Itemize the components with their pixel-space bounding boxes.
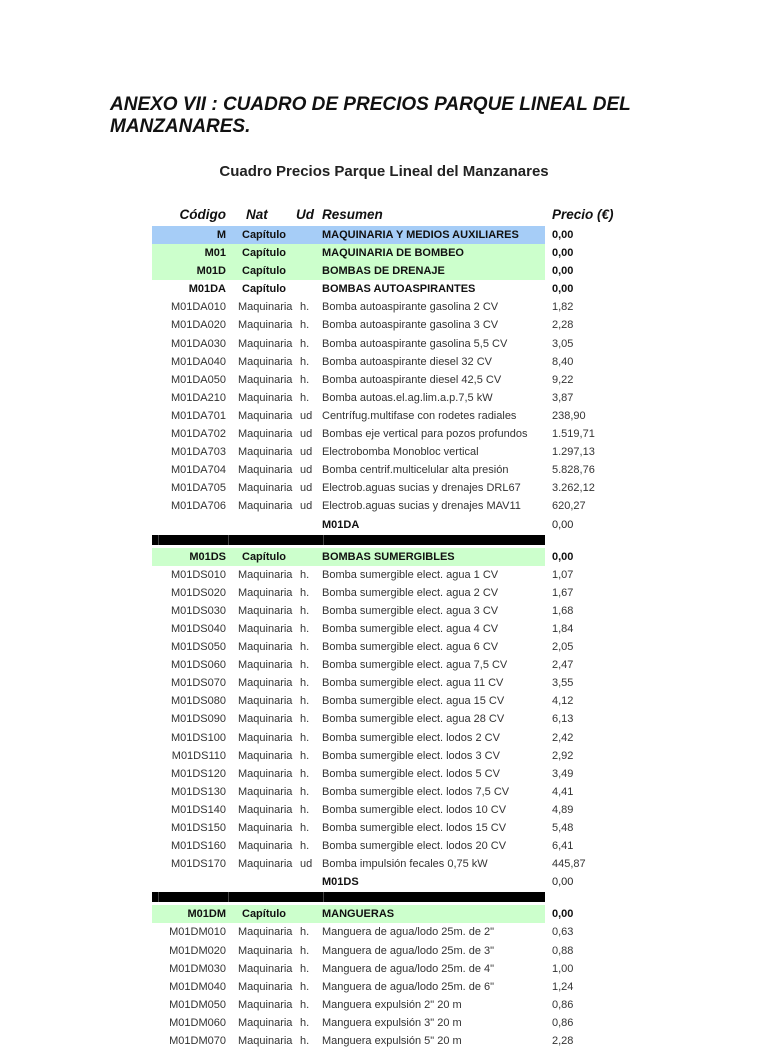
header-ud: Ud xyxy=(296,207,314,222)
cell-price: 0,88 xyxy=(552,944,574,957)
cell-code: M01DM070 xyxy=(169,1035,226,1048)
table-row xyxy=(152,837,652,855)
table-row xyxy=(152,674,652,692)
table-row xyxy=(152,942,652,960)
chapter-row xyxy=(152,548,652,566)
cell-nat: Maquinaria xyxy=(238,1035,293,1048)
cell-nat: Maquinaria xyxy=(238,482,293,495)
cell-price: 8,40 xyxy=(552,355,574,368)
cell-code: M01DM020 xyxy=(169,944,226,957)
cell-summary: Bomba sumergible elect. agua 4 CV xyxy=(322,622,499,635)
cell-price: 1,00 xyxy=(552,962,574,975)
cell-code: M01DS080 xyxy=(170,695,226,708)
cell-summary: Manguera expulsión 5" 20 m xyxy=(322,1035,462,1048)
price-table xyxy=(152,204,652,1050)
cell-summary: Bomba sumergible elect. agua 7,5 CV xyxy=(322,659,508,672)
cell-nat: Maquinaria xyxy=(238,944,293,957)
cell-summary: Bomba sumergible elect. lodos 3 CV xyxy=(322,749,500,762)
cell-summary: Bomba autoaspirante gasolina 3 CV xyxy=(322,319,499,332)
cell-price: 2,47 xyxy=(552,659,574,672)
table-row xyxy=(152,923,652,941)
table-row xyxy=(152,566,652,584)
table-row xyxy=(152,584,652,602)
chapter-row xyxy=(152,280,652,298)
table-row xyxy=(152,729,652,747)
cell-nat: Capítulo xyxy=(242,283,286,296)
cell-nat: Maquinaria xyxy=(238,858,293,871)
cell-nat: Maquinaria xyxy=(238,731,293,744)
cell-summary: Bomba autoaspirante gasolina 5,5 CV xyxy=(322,337,508,350)
cell-price: 2,42 xyxy=(552,731,574,744)
table-row xyxy=(152,425,652,443)
cell-ud: h. xyxy=(300,622,310,635)
cell-ud: h. xyxy=(300,840,310,853)
cell-nat: Maquinaria xyxy=(238,355,293,368)
cell-summary: Bomba sumergible elect. lodos 20 CV xyxy=(322,840,507,853)
cell-price: 0,00 xyxy=(552,247,574,260)
cell-code: M01DS040 xyxy=(170,622,226,635)
cell-code: M01DS010 xyxy=(170,568,226,581)
cell-summary: Bomba sumergible elect. lodos 15 CV xyxy=(322,822,507,834)
cell-summary: Bomba sumergible elect. lodos 7,5 CV xyxy=(322,785,510,798)
cell-code: M01DS160 xyxy=(170,840,226,853)
cell-code: M01DA706 xyxy=(170,500,226,513)
cell-code: M01DS050 xyxy=(170,641,226,654)
cell-nat: Maquinaria xyxy=(238,446,293,459)
cell-code: M01DM040 xyxy=(169,980,226,993)
header-summary: Resumen xyxy=(322,207,383,222)
cell-code: M xyxy=(216,229,226,241)
cell-nat: Maquinaria xyxy=(238,586,293,599)
cell-ud: ud xyxy=(300,482,313,495)
table-row xyxy=(152,783,652,801)
table-row xyxy=(152,443,652,461)
table-row xyxy=(152,638,652,656)
header-code: Código xyxy=(179,207,226,222)
cell-price: 3,87 xyxy=(552,391,574,404)
table-body xyxy=(152,226,652,1050)
cell-price: 3,05 xyxy=(552,337,574,350)
cell-nat: Maquinaria xyxy=(238,622,293,635)
cell-summary: Centrífug.multifase con rodetes radiales xyxy=(322,409,517,422)
separator-gridline xyxy=(158,892,159,902)
cell-price: 0,00 xyxy=(552,265,574,278)
cell-nat: Maquinaria xyxy=(238,301,293,314)
cell-code: M01DA701 xyxy=(170,409,226,422)
cell-ud: h. xyxy=(300,803,310,816)
cell-summary: Bomba sumergible elect. agua 28 CV xyxy=(322,713,505,726)
cell-price: 3.262,12 xyxy=(552,482,595,495)
cell-code: M01DS090 xyxy=(170,713,226,726)
cell-price: 1,67 xyxy=(552,586,574,599)
cell-code: M01DA020 xyxy=(170,319,226,332)
cell-code: M01DS120 xyxy=(170,767,226,780)
table-row xyxy=(152,497,652,515)
cell-price: 1,82 xyxy=(552,301,574,314)
cell-code: M01DS170 xyxy=(170,858,226,871)
cell-code: M01DA030 xyxy=(170,337,226,350)
table-row xyxy=(152,335,652,353)
cell-code: M01DS110 xyxy=(171,749,226,762)
cell-price: 0,00 xyxy=(552,550,574,563)
cell-nat: Maquinaria xyxy=(238,695,293,708)
cell-price: 0,63 xyxy=(552,926,574,939)
subtotal-row xyxy=(152,873,652,891)
table-row xyxy=(152,1032,652,1050)
table-row xyxy=(152,1014,652,1032)
section-separator-bar xyxy=(152,892,545,902)
cell-price: 2,28 xyxy=(552,1035,574,1048)
cell-price: 2,92 xyxy=(552,749,574,762)
cell-price: 4,12 xyxy=(552,695,574,708)
subtotal-row xyxy=(152,516,652,534)
cell-price: 1,84 xyxy=(552,622,574,635)
cell-summary: Bomba sumergible elect. agua 11 CV xyxy=(322,677,504,690)
cell-nat: Maquinaria xyxy=(238,373,293,386)
cell-summary: BOMBAS SUMERGIBLES xyxy=(322,550,455,563)
cell-price: 6,13 xyxy=(552,713,574,726)
cell-ud: ud xyxy=(300,464,313,477)
cell-ud: h. xyxy=(300,586,310,599)
cell-nat: Maquinaria xyxy=(238,677,293,690)
cell-nat: Capítulo xyxy=(242,908,286,921)
table-header-row xyxy=(152,204,652,226)
cell-summary: Bomba sumergible elect. agua 15 CV xyxy=(322,695,505,708)
cell-code: M01DM050 xyxy=(169,998,226,1011)
chapter-row xyxy=(152,905,652,923)
cell-nat: Maquinaria xyxy=(238,568,293,581)
cell-summary: Bomba autoas.el.ag.lim.a.p.7,5 kW xyxy=(322,391,493,404)
cell-ud: h. xyxy=(300,713,310,726)
cell-ud: h. xyxy=(300,373,310,386)
cell-ud: h. xyxy=(300,1035,310,1048)
cell-summary: Electrob.aguas sucias y drenajes DRL67 xyxy=(322,482,521,495)
cell-code: M01DA705 xyxy=(170,482,226,495)
cell-code: M01DM xyxy=(187,908,226,921)
cell-nat: Maquinaria xyxy=(238,962,293,975)
cell-code: M01DM060 xyxy=(169,1016,226,1029)
table-row xyxy=(152,656,652,674)
cell-ud: h. xyxy=(300,926,310,939)
table-row xyxy=(152,353,652,371)
cell-nat: Maquinaria xyxy=(238,998,293,1011)
cell-nat: Maquinaria xyxy=(238,1016,293,1029)
table-row xyxy=(152,710,652,728)
cell-summary: Bomba sumergible elect. lodos 10 CV xyxy=(322,803,507,816)
cell-ud: h. xyxy=(300,962,310,975)
cell-price: 9,22 xyxy=(552,373,574,386)
cell-price: 0,00 xyxy=(552,518,574,531)
cell-nat: Maquinaria xyxy=(238,980,293,993)
cell-price: 2,28 xyxy=(552,319,574,332)
separator-gridline xyxy=(158,535,159,545)
cell-summary: Bomba sumergible elect. agua 2 CV xyxy=(322,586,499,599)
cell-summary: MAQUINARIA DE BOMBEO xyxy=(322,247,464,260)
table-row xyxy=(152,855,652,873)
cell-nat: Maquinaria xyxy=(238,641,293,654)
cell-summary: Bomba sumergible elect. agua 6 CV xyxy=(322,641,499,654)
cell-price: 4,89 xyxy=(552,803,574,816)
cell-nat: Maquinaria xyxy=(238,604,293,617)
cell-price: 4,41 xyxy=(552,785,574,798)
cell-nat: Maquinaria xyxy=(238,767,293,780)
cell-summary: Bomba autoaspirante diesel 42,5 CV xyxy=(322,373,502,386)
table-row xyxy=(152,479,652,497)
cell-ud: h. xyxy=(300,785,310,798)
cell-ud: h. xyxy=(300,677,310,690)
table-row xyxy=(152,371,652,389)
cell-summary: MANGUERAS xyxy=(322,908,395,921)
cell-nat: Maquinaria xyxy=(238,840,293,853)
chapter-row xyxy=(152,244,652,262)
cell-ud: h. xyxy=(300,749,310,762)
cell-summary: Bomba sumergible elect. agua 1 CV xyxy=(322,568,499,581)
header-nat: Nat xyxy=(246,207,268,222)
cell-ud: h. xyxy=(300,319,310,332)
cell-ud: h. xyxy=(300,944,310,957)
separator-gridline xyxy=(323,892,324,902)
table-row xyxy=(152,692,652,710)
cell-summary: M01DS xyxy=(322,876,359,889)
cell-summary: Manguera de agua/lodo 25m. de 4" xyxy=(322,962,495,975)
cell-nat: Maquinaria xyxy=(238,785,293,798)
table-row xyxy=(152,996,652,1014)
cell-ud: ud xyxy=(300,500,313,513)
table-row xyxy=(152,819,652,837)
cell-code: M01DS100 xyxy=(170,731,226,744)
cell-price: 0,00 xyxy=(552,908,574,921)
cell-nat: Capítulo xyxy=(242,229,286,241)
cell-summary: Electrobomba Monobloc vertical xyxy=(322,446,479,459)
cell-price: 3,55 xyxy=(552,677,574,690)
cell-summary: Manguera de agua/lodo 25m. de 3" xyxy=(322,944,495,957)
cell-code: M01DS060 xyxy=(170,659,226,672)
cell-ud: h. xyxy=(300,695,310,708)
cell-code: M01DA210 xyxy=(170,391,226,404)
separator-gridline xyxy=(323,535,324,545)
cell-code: M01D xyxy=(196,265,226,278)
cell-ud: h. xyxy=(300,355,310,368)
cell-code: M01DM010 xyxy=(169,926,226,939)
cell-summary: Bomba impulsión fecales 0,75 kW xyxy=(322,858,488,871)
cell-summary: Bomba sumergible elect. agua 3 CV xyxy=(322,604,499,617)
table-row xyxy=(152,461,652,479)
cell-ud: h. xyxy=(300,641,310,654)
table-row xyxy=(152,978,652,996)
cell-code: M01DA702 xyxy=(170,428,226,441)
cell-nat: Maquinaria xyxy=(238,803,293,816)
cell-summary: Bomba sumergible elect. lodos 2 CV xyxy=(322,731,500,744)
cell-price: 6,41 xyxy=(552,840,574,853)
cell-code: M01DM030 xyxy=(169,962,226,975)
cell-ud: h. xyxy=(300,659,310,672)
table-row xyxy=(152,960,652,978)
cell-code: M01DS140 xyxy=(170,803,226,816)
cell-price: 1.519,71 xyxy=(552,428,595,441)
cell-summary: M01DA xyxy=(322,518,360,531)
header-price: Precio (€) xyxy=(552,207,614,222)
table-row xyxy=(152,765,652,783)
table-row xyxy=(152,602,652,620)
table-title: Cuadro Precios Parque Lineal del Manzanares xyxy=(219,163,549,180)
cell-ud: ud xyxy=(300,409,313,422)
cell-ud: h. xyxy=(300,980,310,993)
separator-gridline xyxy=(228,535,229,545)
cell-nat: Maquinaria xyxy=(238,659,293,672)
cell-ud: h. xyxy=(300,337,310,350)
cell-summary: Manguera expulsión 3" 20 m xyxy=(322,1016,462,1029)
cell-price: 5.828,76 xyxy=(552,464,595,477)
cell-summary: Bomba sumergible elect. lodos 5 CV xyxy=(322,767,500,780)
cell-nat: Maquinaria xyxy=(238,749,293,762)
cell-code: M01DA704 xyxy=(170,464,226,477)
cell-nat: Maquinaria xyxy=(238,464,293,477)
cell-code: M01DA010 xyxy=(170,301,226,314)
cell-ud: h. xyxy=(300,998,310,1011)
table-row xyxy=(152,747,652,765)
cell-price: 238,90 xyxy=(552,409,586,422)
cell-code: M01 xyxy=(204,247,226,260)
cell-code: M01DA050 xyxy=(170,373,226,386)
cell-ud: h. xyxy=(300,1016,310,1029)
cell-nat: Maquinaria xyxy=(238,428,293,441)
table-row xyxy=(152,389,652,407)
table-row xyxy=(152,316,652,334)
cell-summary: Electrob.aguas sucias y drenajes MAV11 xyxy=(322,500,521,513)
cell-price: 5,48 xyxy=(552,822,574,834)
cell-code: M01DA040 xyxy=(170,355,226,368)
cell-price: 2,05 xyxy=(552,641,574,654)
cell-summary: MAQUINARIA Y MEDIOS AUXILIARES xyxy=(322,229,519,241)
cell-price: 3,49 xyxy=(552,767,574,780)
cell-price: 1.297,13 xyxy=(552,446,595,459)
document-title: ANEXO VII : CUADRO DE PRECIOS PARQUE LINEAL DEL MANZANARES. xyxy=(110,94,631,137)
table-row xyxy=(152,298,652,316)
cell-ud: h. xyxy=(300,568,310,581)
cell-summary: Manguera expulsión 2" 20 m xyxy=(322,998,462,1011)
cell-price: 0,86 xyxy=(552,998,574,1011)
cell-code: M01DS030 xyxy=(170,604,226,617)
cell-summary: Bomba centrif.multicelular alta presión xyxy=(322,464,509,477)
cell-ud: ud xyxy=(300,858,313,871)
table-row xyxy=(152,620,652,638)
cell-code: M01DA703 xyxy=(170,446,226,459)
cell-price: 0,86 xyxy=(552,1016,574,1029)
cell-ud: ud xyxy=(300,446,313,459)
cell-code: M01DS xyxy=(189,550,226,563)
cell-ud: h. xyxy=(300,604,310,617)
chapter-row xyxy=(152,262,652,280)
cell-ud: h. xyxy=(300,731,310,744)
cell-price: 1,24 xyxy=(552,980,574,993)
cell-summary: Bomba autoaspirante gasolina 2 CV xyxy=(322,301,499,314)
cell-nat: Maquinaria xyxy=(238,926,293,939)
cell-code: M01DS130 xyxy=(170,785,226,798)
separator-gridline xyxy=(228,892,229,902)
section-separator-bar xyxy=(152,535,545,545)
cell-code: M01DS020 xyxy=(170,586,226,599)
cell-summary: Bomba autoaspirante diesel 32 CV xyxy=(322,355,492,368)
table-row xyxy=(152,407,652,425)
cell-nat: Maquinaria xyxy=(238,409,293,422)
cell-summary: Manguera de agua/lodo 25m. de 2" xyxy=(322,926,495,939)
cell-price: 1,07 xyxy=(552,568,574,581)
cell-summary: BOMBAS DE DRENAJE xyxy=(322,265,445,278)
cell-code: M01DS070 xyxy=(170,677,226,690)
chapter-row xyxy=(152,226,652,244)
cell-nat: Maquinaria xyxy=(238,391,293,404)
cell-nat: Capítulo xyxy=(242,550,286,563)
cell-nat: Maquinaria xyxy=(238,713,293,726)
cell-ud: h. xyxy=(300,301,310,314)
cell-summary: BOMBAS AUTOASPIRANTES xyxy=(322,283,476,296)
cell-ud: h. xyxy=(300,822,310,834)
cell-summary: Manguera de agua/lodo 25m. de 6" xyxy=(322,980,495,993)
cell-price: 0,00 xyxy=(552,229,574,241)
cell-price: 1,68 xyxy=(552,604,574,617)
table-row xyxy=(152,801,652,819)
cell-nat: Maquinaria xyxy=(238,500,293,513)
cell-code: M01DA xyxy=(188,283,226,296)
cell-nat: Maquinaria xyxy=(238,319,293,332)
cell-price: 620,27 xyxy=(552,500,586,513)
cell-price: 445,87 xyxy=(552,858,586,871)
cell-nat: Maquinaria xyxy=(238,822,293,834)
cell-nat: Maquinaria xyxy=(238,337,293,350)
cell-nat: Capítulo xyxy=(242,265,286,278)
cell-summary: Bombas eje vertical para pozos profundos xyxy=(322,428,528,441)
cell-ud: h. xyxy=(300,391,310,404)
cell-price: 0,00 xyxy=(552,876,574,889)
cell-ud: ud xyxy=(300,428,313,441)
cell-code: M01DS150 xyxy=(170,822,226,834)
cell-ud: h. xyxy=(300,767,310,780)
cell-price: 0,00 xyxy=(552,283,574,296)
cell-nat: Capítulo xyxy=(242,247,286,260)
